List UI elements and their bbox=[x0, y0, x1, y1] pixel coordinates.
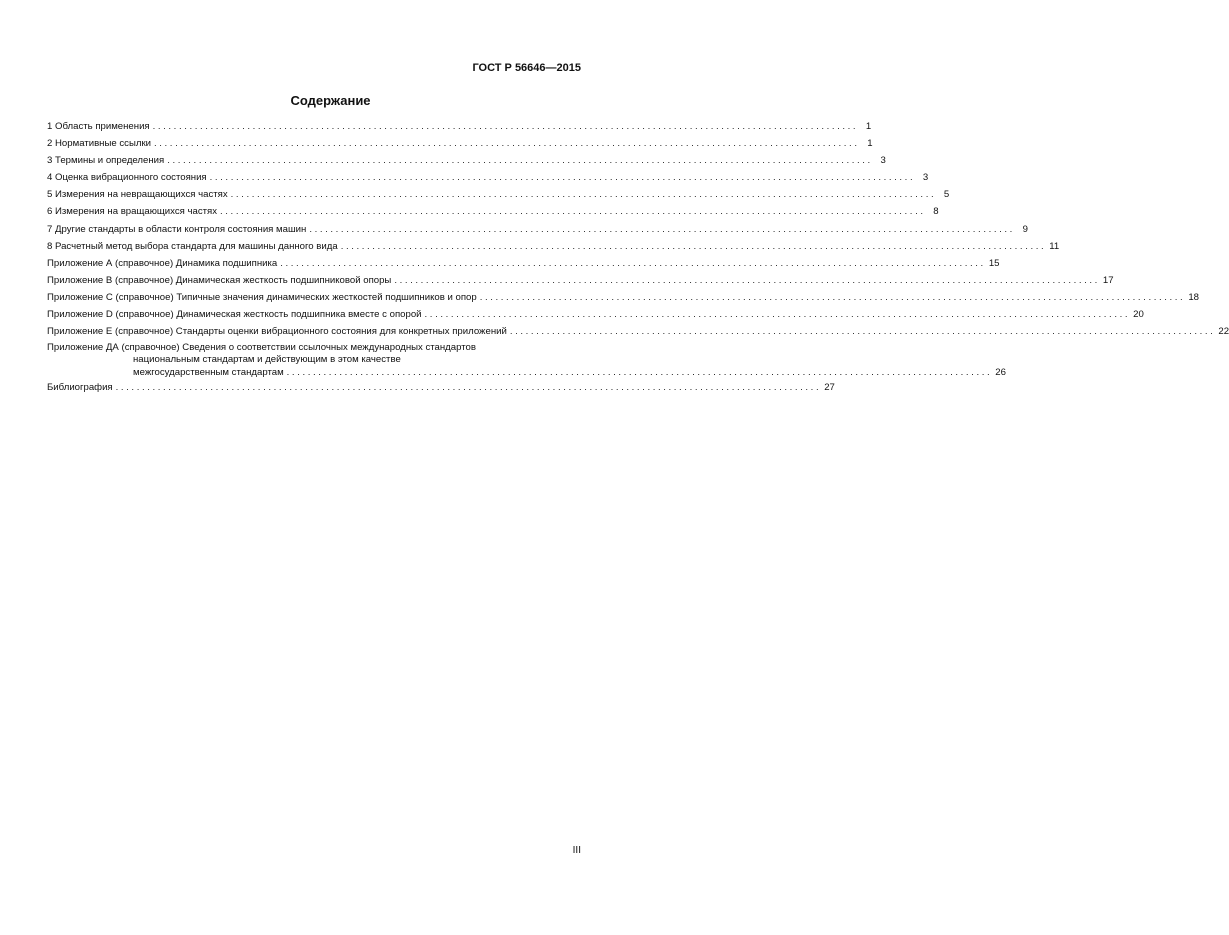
toc-entry-page: 22 bbox=[1218, 326, 1229, 338]
toc-entry-label: Приложение Е (справочное) Стандарты оценки вибрационного состояния для конкретных приложений bbox=[47, 326, 507, 338]
toc-entry-page: 1 bbox=[865, 121, 872, 132]
toc-entry-page: 3 bbox=[880, 155, 886, 167]
toc-entry-label: Приложение С (справочное) Типичные значения динамических жесткостей подшипников и опор bbox=[47, 291, 477, 303]
leader-dots: ...................................................................................................................................... bbox=[424, 309, 1131, 321]
toc-entry[interactable] bbox=[47, 291, 1199, 305]
toc-entry-page: 3 bbox=[922, 172, 929, 184]
toc-entry[interactable] bbox=[47, 223, 1028, 237]
toc-entry[interactable] bbox=[47, 154, 886, 168]
toc-entry-label-line2: национальным стандартам и действующим в этом качестве bbox=[133, 354, 401, 366]
leader-dots: ...................................................................................................................................... bbox=[115, 382, 822, 394]
toc-entry-page: 15 bbox=[988, 257, 1000, 269]
leader-dots: ...................................................................................................................................... bbox=[154, 138, 860, 150]
toc-entry-label: 6 Измерения на вращающихся частях bbox=[47, 206, 218, 218]
toc-entry-page: 5 bbox=[943, 189, 950, 201]
toc-entry-page: 1 bbox=[867, 138, 873, 150]
toc-entry-label: 7 Другие стандарты в области контроля состояния машин bbox=[47, 223, 307, 235]
document-code: ГОСТ Р 56646—2015 bbox=[472, 62, 581, 74]
toc-entry-label: 3 Термины и определения bbox=[47, 155, 165, 167]
toc-entry-page: 11 bbox=[1049, 240, 1060, 252]
leader-dots: ...................................................................................................................................... bbox=[167, 155, 873, 167]
leader-dots: ...................................................................................................................................... bbox=[509, 326, 1216, 338]
toc-entry-label: Приложение В (справочное) Динамическая жесткость подшипниковой опоры bbox=[47, 274, 392, 286]
toc-entry[interactable] bbox=[47, 308, 1144, 322]
toc-entry-label-line1: Приложение ДА (справочное) Сведения о соответствии ссылочных международных стандартов bbox=[47, 342, 476, 354]
toc-entry-label: Приложение А (справочное) Динамика подшипника bbox=[47, 257, 278, 269]
toc-entry-page: 17 bbox=[1102, 274, 1114, 286]
toc-entry[interactable] bbox=[47, 188, 950, 202]
toc-entry-label: 2 Нормативные ссылки bbox=[47, 138, 152, 150]
toc-entry-label: Приложение D (справочное) Динамическая жесткость подшипника вместе с опорой bbox=[47, 309, 422, 321]
table-of-contents bbox=[47, 120, 1229, 398]
toc-entry[interactable] bbox=[47, 274, 1114, 288]
leader-dots: ...................................................................................................................................... bbox=[340, 240, 1047, 252]
toc-entry[interactable] bbox=[47, 325, 1229, 339]
toc-entry-label-line3: межгосударственным стандартам bbox=[133, 367, 284, 379]
toc-entry[interactable] bbox=[47, 257, 1000, 271]
toc-entry-bibliography[interactable] bbox=[47, 381, 835, 395]
toc-entry-label: 8 Расчетный метод выбора стандарта для машины данного вида bbox=[47, 240, 338, 252]
leader-dots: ...................................................................................................................................... bbox=[394, 274, 1100, 286]
leader-dots: ...................................................................................................................................... bbox=[286, 367, 993, 379]
toc-entry-label: 4 Оценка вибрационного состояния bbox=[47, 172, 207, 184]
toc-entry-page: 18 bbox=[1188, 291, 1199, 303]
leader-dots: ...................................................................................................................................... bbox=[280, 257, 986, 269]
toc-entry[interactable] bbox=[47, 137, 873, 151]
leader-dots: ...................................................................................................................................... bbox=[220, 206, 926, 218]
toc-entry-label: 5 Измерения на невращающихся частях bbox=[47, 189, 228, 201]
leader-dots: ...................................................................................................................................... bbox=[209, 172, 916, 184]
toc-entry-page: 26 bbox=[995, 367, 1006, 379]
leader-dots: ...................................................................................................................................... bbox=[152, 121, 859, 132]
leader-dots: ...................................................................................................................................... bbox=[479, 291, 1186, 303]
toc-title: Содержание bbox=[290, 93, 371, 108]
toc-entry-page: 9 bbox=[1022, 223, 1028, 235]
toc-entry[interactable] bbox=[47, 171, 929, 185]
page-number: III bbox=[572, 845, 581, 856]
toc-entry-appendix-da[interactable] bbox=[47, 342, 1006, 380]
toc-entry-label: 1 Область применения bbox=[47, 121, 150, 132]
toc-entry[interactable] bbox=[47, 120, 872, 134]
leader-dots: ...................................................................................................................................... bbox=[230, 189, 937, 201]
toc-entry-page: 20 bbox=[1133, 309, 1144, 321]
toc-entry[interactable] bbox=[47, 240, 1060, 254]
toc-entry-label: Библиография bbox=[47, 382, 113, 394]
toc-entry-page: 8 bbox=[933, 206, 939, 218]
leader-dots: ...................................................................................................................................... bbox=[309, 223, 1015, 235]
toc-entry-page: 27 bbox=[824, 382, 835, 394]
toc-entry[interactable] bbox=[47, 205, 939, 219]
